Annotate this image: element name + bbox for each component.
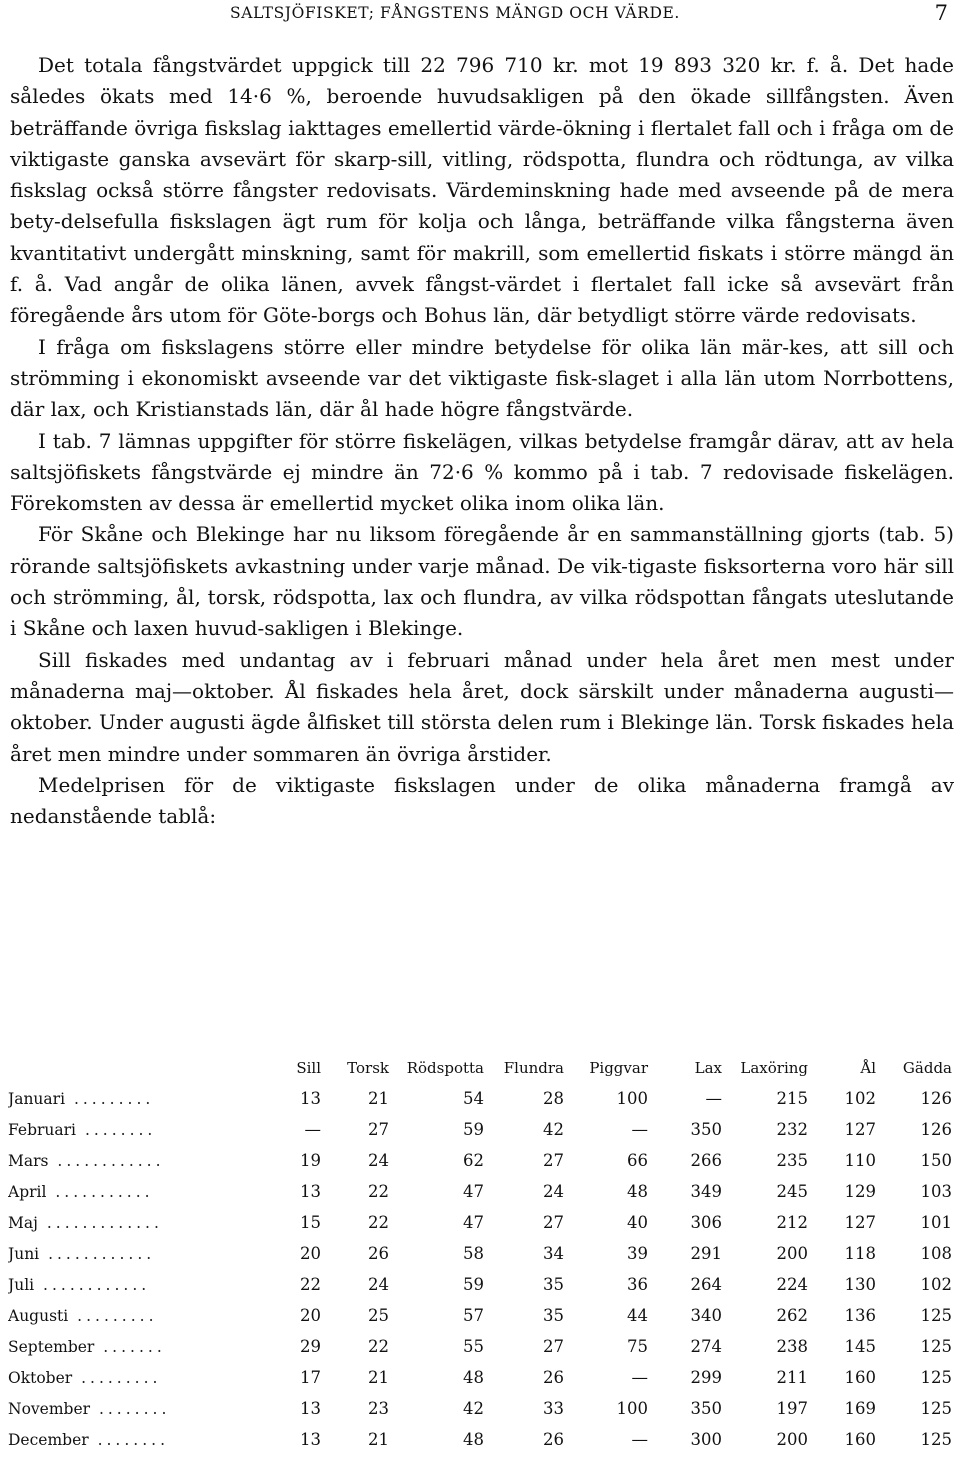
value-cell: 48	[463, 1368, 484, 1387]
value-cell: 215	[776, 1089, 808, 1108]
leader-dots: .............	[37, 1213, 163, 1232]
table-row	[8, 1176, 952, 1207]
leader-dots: ........	[90, 1399, 171, 1418]
value-cell: 125	[920, 1337, 952, 1356]
table-row	[8, 1238, 952, 1269]
value-cell: 235	[776, 1151, 808, 1170]
value-cell: 75	[627, 1337, 648, 1356]
value-cell: 212	[776, 1213, 808, 1232]
month-cell	[8, 1424, 276, 1455]
value-cell: 350	[690, 1120, 722, 1139]
value-cell: 291	[690, 1244, 722, 1263]
month-cell	[8, 1083, 276, 1114]
month-cell	[8, 1300, 276, 1331]
month-cell	[8, 1238, 276, 1269]
month-cell	[8, 1176, 276, 1207]
value-cell: 21	[368, 1368, 389, 1387]
value-cell: 103	[920, 1182, 952, 1201]
value-cell: 266	[690, 1151, 722, 1170]
month-cell	[8, 1269, 276, 1300]
value-cell: 20	[300, 1306, 321, 1325]
value-cell: 340	[690, 1306, 722, 1325]
column-header: Torsk	[347, 1059, 389, 1077]
value-cell: —	[705, 1089, 722, 1108]
value-cell: 25	[368, 1306, 389, 1325]
leader-dots: ........	[76, 1120, 157, 1139]
value-cell: 28	[543, 1089, 564, 1108]
column-header: Sill	[296, 1059, 321, 1077]
value-cell: 101	[920, 1213, 952, 1232]
leader-dots: ........	[88, 1430, 169, 1449]
month-cell	[8, 1145, 276, 1176]
value-cell: 24	[368, 1151, 389, 1170]
table-header-row	[8, 1053, 952, 1083]
value-cell: 35	[543, 1306, 564, 1325]
leader-dots: .........	[65, 1089, 155, 1108]
table-row	[8, 1269, 952, 1300]
value-cell: 55	[463, 1337, 484, 1356]
value-cell: 125	[920, 1368, 952, 1387]
value-cell: 33	[543, 1399, 564, 1418]
leader-dots: ............	[48, 1151, 165, 1170]
value-cell: 262	[776, 1306, 808, 1325]
value-cell: 197	[776, 1399, 808, 1418]
value-cell: —	[631, 1430, 648, 1449]
value-cell: 102	[844, 1089, 876, 1108]
value-cell: 17	[300, 1368, 321, 1387]
paragraph: Sill fiskades med undantag av i februari månad under hela året men mest under månaderna maj—oktober. Ål fiskades hela året, dock särskilt under månaderna augusti—oktober. Under augusti ägde ålfisket till största delen rum i Blekinge län. Torsk fiskades hela året men mindre under sommaren än övriga årstider.	[10, 647, 954, 766]
leader-dots: ............	[39, 1244, 156, 1263]
table-row	[8, 1362, 952, 1393]
table-row	[8, 1424, 952, 1455]
value-cell: 130	[844, 1275, 876, 1294]
paragraph: För Skåne och Blekinge har nu liksom föregående år en sammanställning gjorts (tab. 5) rörande saltsjöfiskets avkastning under varje månad. De vik-tigaste fisksorterna voro här sill och strömming, ål, torsk, rödspotta, lax och flundra, av vilka rödspottan fångats uteslutande i Skåne och laxen huvud-sakligen i Blekinge.	[10, 522, 954, 641]
month-label: Oktober	[8, 1368, 73, 1387]
value-cell: 27	[543, 1337, 564, 1356]
value-cell: 125	[920, 1306, 952, 1325]
value-cell: 13	[300, 1089, 321, 1108]
value-cell: 300	[690, 1430, 722, 1449]
value-cell: 24	[543, 1182, 564, 1201]
month-cell	[8, 1331, 276, 1362]
value-cell: 58	[463, 1244, 484, 1263]
month-label: Juni	[8, 1244, 40, 1263]
month-label: April	[8, 1182, 47, 1201]
month-cell	[8, 1114, 276, 1145]
value-cell: 350	[690, 1399, 722, 1418]
value-cell: 22	[368, 1213, 389, 1232]
running-title: SALTSJÖFISKET; FÅNGSTENS MÄNGD OCH VÄRDE.	[230, 4, 680, 22]
table-row	[8, 1300, 952, 1331]
value-cell: 42	[463, 1399, 484, 1418]
paragraph: I fråga om fiskslagens större eller mindre betydelse för olika län mär-kes, att sill och strömming i ekonomiskt avseende var det viktigaste fisk-slaget i alla län utom Norrbottens, där lax, och Kristianstads län, där ål hade högre fångstvärde.	[10, 334, 954, 422]
value-cell: 27	[368, 1120, 389, 1139]
value-cell: 26	[543, 1430, 564, 1449]
column-header-blank	[8, 1053, 276, 1083]
value-cell: —	[631, 1368, 648, 1387]
month-label: Augusti	[8, 1306, 69, 1325]
value-cell: 27	[543, 1151, 564, 1170]
body-text	[10, 50, 954, 832]
value-cell: 59	[463, 1275, 484, 1294]
month-label: November	[8, 1399, 91, 1418]
month-label: Maj	[8, 1213, 38, 1232]
leader-dots: .........	[72, 1368, 162, 1387]
table-row	[8, 1114, 952, 1145]
page-number: 7	[934, 1, 948, 25]
value-cell: —	[631, 1120, 648, 1139]
value-cell: 44	[627, 1306, 648, 1325]
value-cell: 13	[300, 1430, 321, 1449]
value-cell: 21	[368, 1430, 389, 1449]
value-cell: 59	[463, 1120, 484, 1139]
value-cell: 299	[690, 1368, 722, 1387]
value-cell: 136	[844, 1306, 876, 1325]
value-cell: 13	[300, 1182, 321, 1201]
value-cell: 126	[920, 1120, 952, 1139]
value-cell: 34	[543, 1244, 564, 1263]
value-cell: 54	[463, 1089, 484, 1108]
value-cell: 36	[627, 1275, 648, 1294]
value-cell: 160	[844, 1430, 876, 1449]
value-cell: 19	[300, 1151, 321, 1170]
value-cell: 13	[300, 1399, 321, 1418]
value-cell: 20	[300, 1244, 321, 1263]
value-cell: 100	[616, 1089, 648, 1108]
value-cell: 200	[776, 1430, 808, 1449]
table-row	[8, 1207, 952, 1238]
value-cell: 40	[627, 1213, 648, 1232]
column-header: Gädda	[902, 1059, 952, 1077]
value-cell: 129	[844, 1182, 876, 1201]
column-header: Rödspotta	[406, 1059, 484, 1077]
value-cell: 62	[463, 1151, 484, 1170]
value-cell: 125	[920, 1399, 952, 1418]
month-cell	[8, 1207, 276, 1238]
value-cell: 100	[616, 1399, 648, 1418]
table-row	[8, 1393, 952, 1424]
column-header: Lax	[694, 1059, 722, 1077]
value-cell: 224	[776, 1275, 808, 1294]
month-label: September	[8, 1337, 95, 1356]
leader-dots: .........	[68, 1306, 158, 1325]
value-cell: 145	[844, 1337, 876, 1356]
value-cell: 200	[776, 1244, 808, 1263]
value-cell: 26	[543, 1368, 564, 1387]
paragraph: I tab. 7 lämnas uppgifter för större fiskelägen, vilkas betydelse framgår därav, att av hela saltsjöfiskets fångstvärde ej mindre än 72·6 % kommo på i tab. 7 redovisade fiskelägen. Förekomsten av dessa är emellertid mycket olika inom olika län.	[10, 428, 954, 516]
value-cell: 127	[844, 1213, 876, 1232]
value-cell: 126	[920, 1089, 952, 1108]
value-cell: 125	[920, 1430, 952, 1449]
value-cell: 22	[368, 1337, 389, 1356]
value-cell: 29	[300, 1337, 321, 1356]
table-row	[8, 1145, 952, 1176]
month-label: Mars	[8, 1151, 49, 1170]
value-cell: 110	[844, 1151, 876, 1170]
leader-dots: .......	[94, 1337, 166, 1356]
column-header: Laxöring	[740, 1059, 808, 1077]
value-cell: 35	[543, 1275, 564, 1294]
value-cell: 23	[368, 1399, 389, 1418]
value-cell: 22	[368, 1182, 389, 1201]
paragraph: Det totala fångstvärdet uppgick till 22 796 710 kr. mot 19 893 320 kr. f. å. Det hade således ökats med 14·6 %, beroende huvudsakligen på den ökade sillfångsten. Även beträffande övriga fiskslag iakttages emellertid värde-ökning i flertalet fall och i fråga om de viktigaste ganska avsevärt för skarp-sill, vitling, rödspotta, flundra och rödtunga, av vilka fiskslag också större fångster redovisats. Värdeminskning hade med avseende på de mera bety-delsefulla fiskslagen ägt rum för kolja och långa, beträffande vilka fångsterna även kvantitativt undergått minskning, samt för makrill, som emellertid fiskats i större mängd än f. å. Vad angår de olika länen, avvek fångst-värdet i flertalet fall icke så avsevärt från föregående års utom för Göte-borgs och Bohus län, där betydligt större värde redovisats.	[10, 53, 954, 328]
month-label: December	[8, 1430, 89, 1449]
value-cell: 238	[776, 1337, 808, 1356]
value-cell: 15	[300, 1213, 321, 1232]
value-cell: 264	[690, 1275, 722, 1294]
value-cell: 47	[463, 1182, 484, 1201]
month-label: Januari	[8, 1089, 66, 1108]
leader-dots: ............	[34, 1275, 151, 1294]
value-cell: 160	[844, 1368, 876, 1387]
month-cell	[8, 1362, 276, 1393]
month-label: Februari	[8, 1120, 77, 1139]
value-cell: 22	[300, 1275, 321, 1294]
value-cell: 232	[776, 1120, 808, 1139]
value-cell: 26	[368, 1244, 389, 1263]
value-cell: 27	[543, 1213, 564, 1232]
leader-dots: ...........	[46, 1182, 154, 1201]
value-cell: 211	[776, 1368, 808, 1387]
value-cell: 39	[627, 1244, 648, 1263]
value-cell: 48	[463, 1430, 484, 1449]
value-cell: 47	[463, 1213, 484, 1232]
table-row	[8, 1083, 952, 1114]
value-cell: 150	[920, 1151, 952, 1170]
value-cell: 118	[844, 1244, 876, 1263]
month-label: Juli	[8, 1275, 35, 1294]
value-cell: 245	[776, 1182, 808, 1201]
value-cell: 306	[690, 1213, 722, 1232]
paragraph: Medelprisen för de viktigaste fiskslagen under de olika månaderna framgå av nedanstående tablå:	[10, 772, 954, 829]
price-table	[8, 1053, 952, 1455]
value-cell: 48	[627, 1182, 648, 1201]
value-cell: 349	[690, 1182, 722, 1201]
column-header: Ål	[860, 1059, 876, 1077]
value-cell: 127	[844, 1120, 876, 1139]
value-cell: 108	[920, 1244, 952, 1263]
value-cell: 102	[920, 1275, 952, 1294]
table-row	[8, 1331, 952, 1362]
page-header	[230, 1, 948, 30]
value-cell: 24	[368, 1275, 389, 1294]
column-header: Flundra	[503, 1059, 564, 1077]
value-cell: 274	[690, 1337, 722, 1356]
column-header: Piggvar	[589, 1059, 648, 1077]
value-cell: 21	[368, 1089, 389, 1108]
month-cell	[8, 1393, 276, 1424]
value-cell: 169	[844, 1399, 876, 1418]
value-cell: 42	[543, 1120, 564, 1139]
value-cell: 57	[463, 1306, 484, 1325]
value-cell: 66	[627, 1151, 648, 1170]
value-cell: —	[304, 1120, 321, 1139]
